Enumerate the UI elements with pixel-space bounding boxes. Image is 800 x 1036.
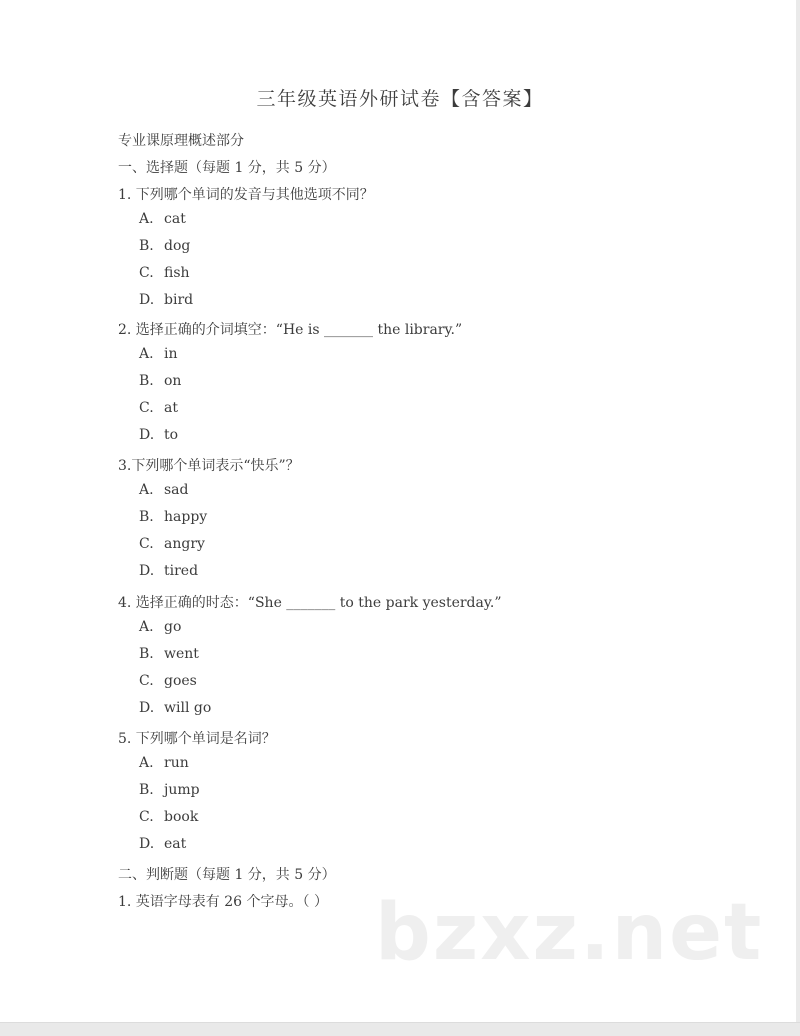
- option-text: angry: [164, 536, 205, 552]
- option-letter: D.: [139, 700, 155, 716]
- option-text: at: [164, 400, 178, 416]
- option-text: jump: [164, 782, 200, 798]
- subtitle: 专业课原理概述部分: [118, 133, 244, 149]
- question-2: 2. 选择正确的介词填空：“He is _______ the library.”: [118, 322, 463, 338]
- option-text: tired: [164, 563, 199, 579]
- option-item: [139, 836, 186, 852]
- option-letter: A.: [139, 482, 154, 498]
- option-letter: C.: [139, 809, 154, 825]
- question-5: 5. 下列哪个单词是名词？: [118, 731, 276, 747]
- section-heading-true-false: 二、判断题（每题 1 分，共 5 分）: [118, 867, 336, 883]
- option-letter: A.: [139, 211, 154, 227]
- option-item: [139, 809, 198, 825]
- option-text: in: [164, 346, 178, 362]
- option-item: [139, 292, 193, 308]
- option-letter: C.: [139, 536, 154, 552]
- document-title: 三年级英语外研试卷【含答案】: [256, 88, 544, 110]
- option-text: book: [164, 809, 199, 825]
- section-heading-choice: 一、选择题（每题 1 分，共 5 分）: [118, 160, 336, 176]
- option-item: [139, 509, 207, 525]
- option-text: goes: [164, 673, 197, 689]
- option-letter: C.: [139, 400, 154, 416]
- option-item: [139, 782, 200, 798]
- tf-question-1: 1. 英语字母表有 26 个字母。（ ）: [118, 894, 328, 910]
- option-text: on: [164, 373, 182, 389]
- question-3: 3.下列哪个单词表示“快乐”？: [118, 458, 300, 474]
- question-4: 4. 选择正确的时态：“She _______ to the park yesterday.”: [118, 595, 502, 611]
- option-item: [139, 482, 189, 498]
- option-text: dog: [164, 238, 191, 254]
- option-item: [139, 619, 181, 635]
- option-item: [139, 373, 181, 389]
- option-item: [139, 427, 178, 443]
- option-letter: D.: [139, 427, 155, 443]
- option-letter: B.: [139, 509, 154, 525]
- option-text: eat: [164, 836, 187, 852]
- option-item: [139, 346, 178, 362]
- option-letter: C.: [139, 673, 154, 689]
- option-item: [139, 673, 197, 689]
- option-text: go: [164, 619, 182, 635]
- option-text: will go: [164, 700, 212, 716]
- option-letter: A.: [139, 346, 154, 362]
- option-letter: A.: [139, 619, 154, 635]
- option-letter: B.: [139, 373, 154, 389]
- option-item: [139, 238, 190, 254]
- option-letter: D.: [139, 292, 155, 308]
- option-letter: D.: [139, 563, 155, 579]
- option-text: cat: [164, 211, 186, 227]
- option-item: [139, 755, 189, 771]
- page-edge-right: [796, 0, 800, 1036]
- question-1: 1. 下列哪个单词的发音与其他选项不同？: [118, 187, 374, 203]
- option-letter: B.: [139, 238, 154, 254]
- option-text: to: [164, 427, 179, 443]
- option-item: [139, 400, 178, 416]
- option-text: happy: [164, 509, 208, 525]
- option-text: fish: [164, 265, 190, 281]
- option-item: [139, 265, 190, 281]
- option-text: bird: [164, 292, 194, 308]
- page-edge-bottom: [0, 1022, 800, 1036]
- option-item: [139, 211, 186, 227]
- option-letter: A.: [139, 755, 154, 771]
- option-text: sad: [164, 482, 189, 498]
- option-item: [139, 646, 199, 662]
- option-text: run: [164, 755, 189, 771]
- option-item: [139, 700, 211, 716]
- option-letter: B.: [139, 782, 154, 798]
- option-letter: D.: [139, 836, 155, 852]
- option-letter: C.: [139, 265, 154, 281]
- watermark: bzxz.net: [375, 888, 764, 978]
- option-item: [139, 536, 205, 552]
- option-item: [139, 563, 198, 579]
- option-text: went: [164, 646, 199, 662]
- option-letter: B.: [139, 646, 154, 662]
